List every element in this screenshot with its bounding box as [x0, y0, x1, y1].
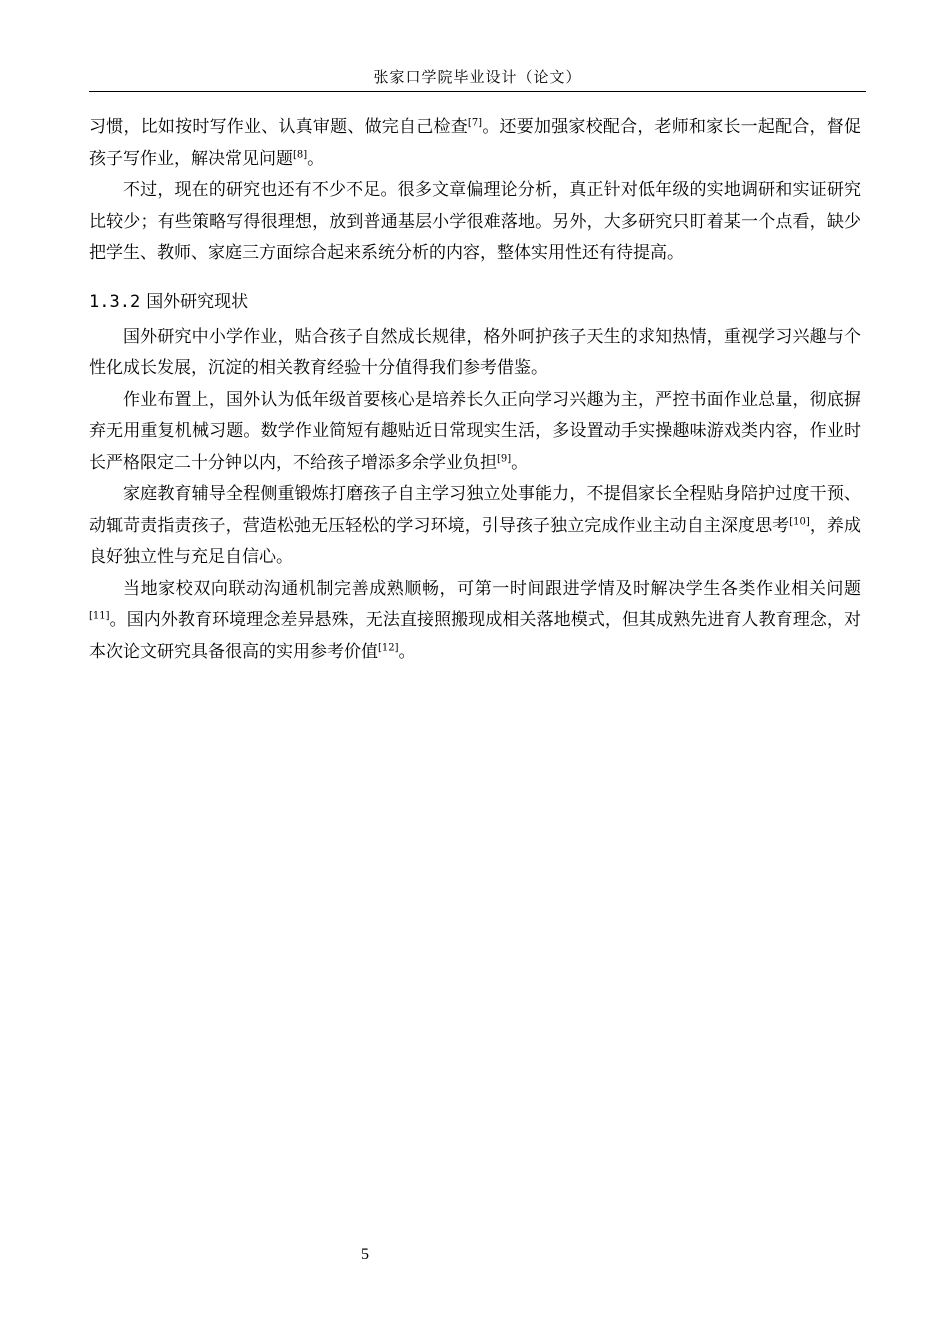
paragraph-text: 家庭教育辅导全程侧重锻炼打磨孩子自主学习独立处事能力，不提倡家长全程贴身陪护过度干预、动辄苛责指责孩子，营造松弛无压轻松的学习环境，引导孩子独立完成作业主动自主深度思考: [89, 484, 861, 536]
section-heading: [89, 284, 861, 320]
section-title: 国外研究现状: [146, 291, 249, 312]
document-header: 张家口学院毕业设计（论文）: [373, 68, 582, 86]
section-number: 1.3.2: [89, 291, 141, 312]
paragraph-text: 。还要加强家校配合，老师和家长一起配合，督促孩子写作业，解决常见问题: [89, 117, 862, 169]
citation-12: [12]: [378, 641, 399, 653]
paragraph-continued: [89, 112, 861, 175]
citation-11: [11]: [89, 610, 110, 622]
paragraph-text: 。: [511, 452, 529, 473]
citation-9: [9]: [497, 452, 512, 464]
paragraph-family-education: [89, 479, 861, 574]
paragraph-text: 。: [398, 641, 416, 662]
paragraph-text: ，养成良好独立性与充足自信心。: [89, 515, 862, 567]
document-body: [89, 112, 861, 668]
paragraph-text: 。国内外教育环境理念差异悬殊，无法直接照搬现成相关落地模式，但其成熟先进育人教育理念，对本次论文研究具备很高的实用参考价值: [89, 610, 861, 662]
paragraph-shortcomings: [89, 175, 861, 270]
page-number: 5: [361, 1246, 369, 1263]
citation-10: [10]: [789, 515, 810, 527]
header-rule: [89, 91, 866, 92]
paragraph-text: 当地家校双向联动沟通机制完善成熟顺畅，可第一时间跟进学情及时解决学生各类作业相关问题: [123, 578, 861, 599]
paragraph-text: 。: [307, 148, 325, 169]
paragraph-home-school: [89, 574, 861, 669]
citation-7: [7]: [467, 117, 483, 129]
paragraph-homework-assignment: [89, 385, 861, 480]
paragraph-text: 国外研究中小学作业，贴合孩子自然成长规律，格外呵护孩子天生的求知热情，重视学习兴趣与个性化成长发展，沉淀的相关教育经验十分值得我们参考借鉴。: [89, 326, 861, 378]
paragraph-foreign-overview: [89, 322, 861, 385]
paragraph-text: 不过，现在的研究也还有不少不足。很多文章偏理论分析，真正针对低年级的实地调研和实证研究比较少；有些策略写得很理想，放到普通基层小学很难落地。另外，大多研究只盯着某一个点看，缺少把学生、教师、家庭三方面综合起来系统分析的内容，整体实用性还有待提高。: [89, 180, 861, 263]
paragraph-text: 作业布置上，国外认为低年级首要核心是培养长久正向学习兴趣为主，严控书面作业总量，彻底摒弃无用重复机械习题。数学作业简短有趣贴近日常现实生活，多设置动手实操趣味游戏类内容，作业时长严格限定二十分钟以内，不给孩子增添多余学业负担: [89, 389, 861, 473]
paragraph-text: 习惯，比如按时写作业、认真审题、做完自己检查: [89, 117, 468, 137]
citation-8: [8]: [293, 148, 308, 160]
